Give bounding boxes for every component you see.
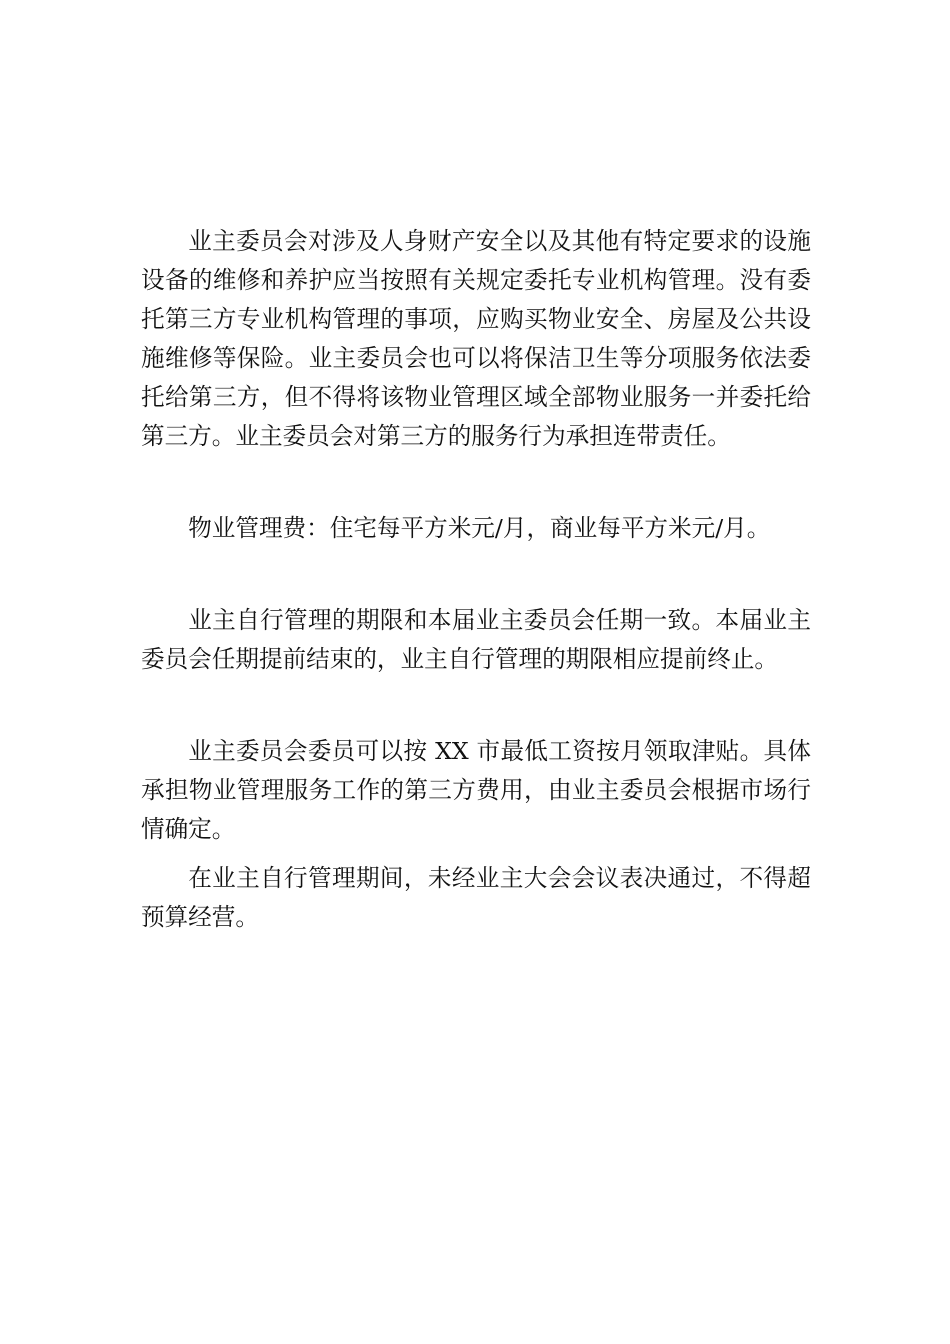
- paragraph-management-fee: 物业管理费：住宅每平方米元/月，商业每平方米元/月。: [188, 514, 771, 542]
- paragraph-third-party-entrustment: 业主委员会对涉及人身财产安全以及其他有特定要求的设施设备的维修和养护应当按照有关规定委托专业机构管理。没有委托第三方专业机构管理的事项，应购买物业安全、房屋及公共设施维修等保险。业主委员会也可以将保洁卫生等分项服务依法委托给第三方，但不得将该物业管理区域全部物业服务一并委托给第三方。业主委员会对第三方的服务行为承担连带责任。: [141, 227, 811, 450]
- paragraph-management-term: 业主自行管理的期限和本届业主委员会任期一致。本届业主委员会任期提前结束的，业主自行管理的期限相应提前终止。: [141, 606, 811, 673]
- paragraph-committee-allowance: 业主委员会委员可以按 XX 市最低工资按月领取津贴。具体承担物业管理服务工作的第三方费用，由业主委员会根据市场行情确定。: [141, 737, 811, 843]
- paragraph-budget-restriction: 在业主自行管理期间，未经业主大会会议表决通过，不得超预算经营。: [141, 864, 811, 931]
- document-body: [141, 222, 811, 937]
